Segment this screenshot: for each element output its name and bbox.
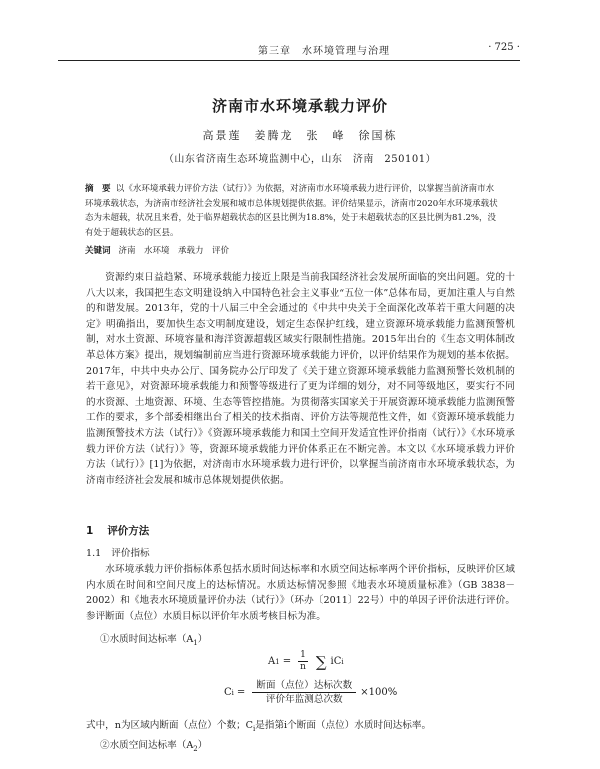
where-text: 式中，n为区域内断面（点位）个数；C	[86, 720, 254, 731]
item1-sub: 1	[193, 638, 198, 647]
eq1-numerator: 1	[300, 650, 306, 660]
keywords	[85, 244, 499, 256]
subsection-number: 1.1	[86, 548, 102, 559]
eq1-rhs: iC	[330, 656, 342, 667]
section-heading	[86, 523, 149, 538]
page-number: · 725 ·	[488, 42, 520, 53]
where-end: 是指第i个断面（点位）水质时间达标率。	[255, 720, 432, 731]
item2-end: ）	[197, 740, 208, 751]
eq2-lhs-sub: i	[231, 688, 234, 697]
eq2-fraction	[252, 679, 356, 706]
subsection-heading	[86, 545, 150, 559]
sum-symbol: ∑	[315, 652, 327, 671]
article-authors: 高景莲 姜腾龙 张 峰 徐国栋	[202, 129, 398, 142]
eq1-fraction	[298, 650, 308, 673]
equation-station-rate	[224, 679, 397, 706]
section-title: 评价方法	[107, 525, 150, 537]
keywords-label: 关键词	[85, 246, 111, 256]
article-affiliation: （山东省济南生态环境监测中心，山东 济南 250101）	[163, 154, 437, 165]
running-title: 第三章 水环境管理与治理	[258, 46, 390, 57]
subsection-title: 评价指标	[111, 548, 150, 559]
abstract-text: 以《水环境承载力评价方法（试行）》为依据，对济南市水环境承载力进行评价，以掌握当前济南市水环境承载状态，为济南市经济社会发展和城市总体规划提供依据。评价结果显示，济南市2020年水环境承载状态为未超载，状况且来看，处于临界超载状态的区县比例为18.8%，处于未超载状态的区县比例为81.2%，没有处于超载状态的区县。	[85, 184, 498, 238]
eq1-lhs-sub: 1	[275, 657, 280, 666]
eq2-lhs: C	[224, 687, 232, 698]
eq2-numerator: 断面（点位）达标次数	[252, 679, 356, 693]
eq1-denominator: n	[300, 662, 306, 672]
section-number: 1	[86, 525, 94, 537]
eq1-lhs: A	[268, 656, 276, 667]
running-header	[58, 42, 520, 56]
abstract-body	[85, 182, 499, 240]
article-title: 济南市水环境承载力评价	[211, 97, 388, 115]
item2-text: ②水质空间达标率（A	[100, 740, 194, 751]
eq1-rhs-sub: i	[341, 657, 344, 666]
header-rule	[58, 60, 520, 61]
item-time-rate	[100, 631, 207, 647]
eq2-denominator: 评价年监测总次数	[265, 694, 343, 705]
intro-paragraph: 资源约束日益趋紧、环境承载能力接近上限是当前我国经济社会发展所面临的突出问题。党的十八大以来，我国把生态文明建设纳入中国特色社会主义事业“五位一体”总体布局，更加注重人与自然的和谐发展。2013年，党的十八届三中全会通过的《中共中央关于全面深化改革若干重大问题的决定》明确指出，要加快生态文明制度建设，划定生态保护红线，建立资源环境承载能力监测预警机制，对水土资源、环境容量和海洋资源超载区域实行限制性措施。2015年出台的《生态文明体制改革总体方案》提出，规划编制前应当进行资源环境承载能力评价，以评价结果作为规划的基本依据。2017年，中共中央办公厅、国务院办公厅印发了《关于建立资源环境承载能力监测预警长效机制的若干意见》，对资源环境承载能力和预警等级进行了更为详细的划分，对不同等级地区，要实行不同的水资源、土地资源、环境、生态等管控措施。为贯彻落实国家关于开展资源环境承载能力监测预警工作的要求，多个部委相继出台了相关的技术指南、评价方法等规范性文件，如《资源环境承载能力监测预警技术方法（试行）》《资源环境承载能力和国土空间开发适宜性评价指南（试行）》《水环境承载力评价方法（试行）》等，资源环境承载能力评价体系正在不断完善。本文以《水环境承载力评价方法（试行）》[1]为依据，对济南市水环境承载力进行评价，以掌握当前济南市水环境承载状态，为济南市经济社会发展和城市总体规划提供依据。	[86, 272, 515, 486]
where-clause	[86, 717, 515, 733]
item2-sub: 2	[193, 744, 198, 753]
keywords-text: 济南 水环境 承载力 评价	[118, 246, 230, 256]
equation-time-rate	[268, 650, 344, 673]
item-space-rate	[100, 737, 207, 753]
item1-end: ）	[197, 634, 208, 645]
abstract-label: 摘 要	[85, 184, 111, 194]
item1-text: ①水质时间达标率（A	[100, 634, 194, 645]
method-paragraph: 水环境承载力评价指标体系包括水质时间达标率和水质空间达标率两个评价指标，反映评价区域内水质在时间和空间尺度上的达标情况。水质达标情况参照《地表水环境质量标准》（GB 3838－2002）和《地表水环境质量评价办法（试行）》（环办〔2011〕22号）中的单因子评价法进行评价。参评断面（点位）水质目标以评价年水质考核目标为准。	[86, 564, 515, 622]
where-sub: i	[253, 724, 256, 733]
eq2-equals: =	[236, 687, 246, 698]
eq1-equals: =	[282, 656, 292, 667]
eq2-tail: ×100%	[360, 687, 398, 698]
abstract	[85, 182, 499, 240]
